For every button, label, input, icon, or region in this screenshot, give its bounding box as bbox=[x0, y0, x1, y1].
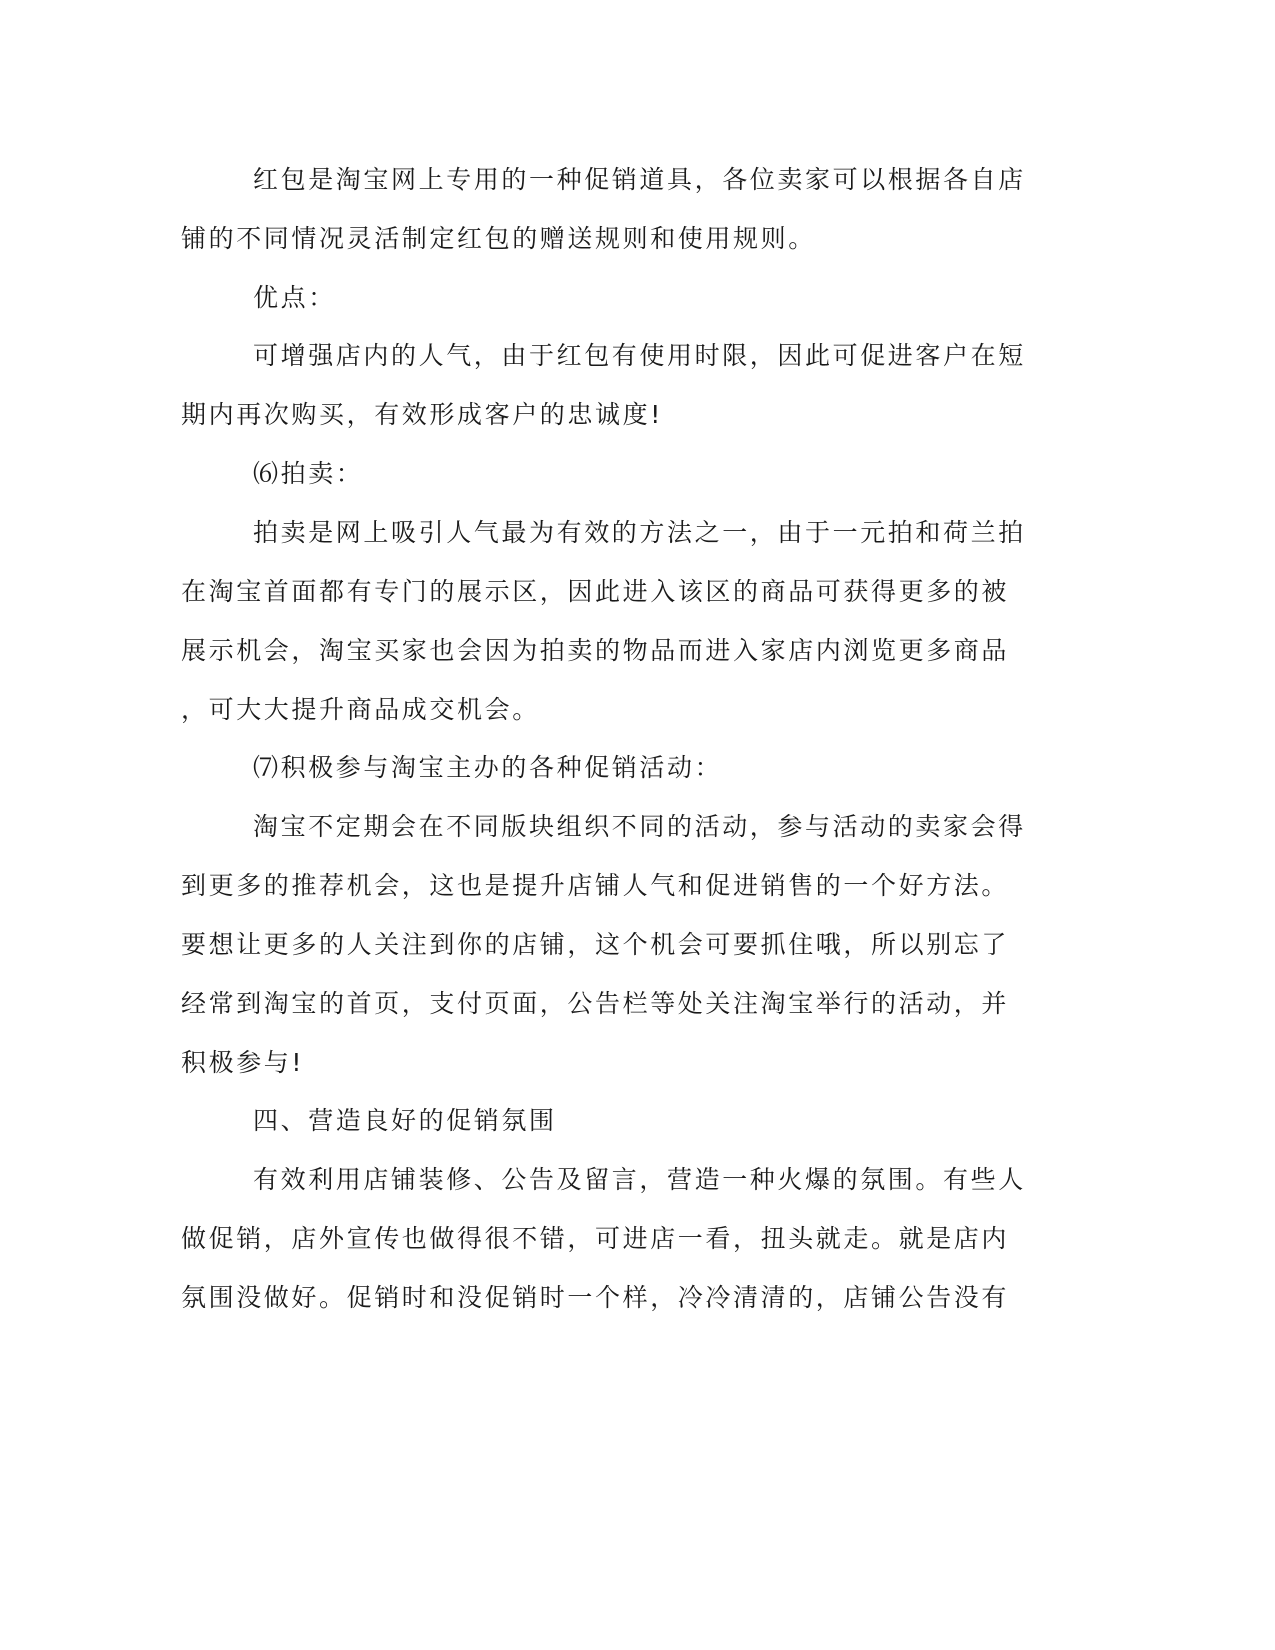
paragraph-line: 经常到淘宝的首页，支付页面，公告栏等处关注淘宝举行的活动，并 bbox=[181, 989, 1010, 1018]
paragraph-line: 在淘宝首面都有专门的展示区，因此进入该区的商品可获得更多的被 bbox=[181, 577, 1010, 606]
paragraph-line: ，可大大提升商品成交机会。 bbox=[181, 695, 540, 724]
paragraph-line: 到更多的推荐机会，这也是提升店铺人气和促进销售的一个好方法。 bbox=[181, 871, 1010, 900]
section-heading: ⑹拍卖： bbox=[253, 459, 364, 488]
paragraph-line: 可增强店内的人气，由于红包有使用时限，因此可促进客户在短 bbox=[253, 341, 1026, 370]
paragraph-line: 要想让更多的人关注到你的店铺，这个机会可要抓住哦，所以别忘了 bbox=[181, 930, 1010, 959]
paragraph-line: 氛围没做好。促销时和没促销时一个样，冷冷清清的，店铺公告没有 bbox=[181, 1283, 1010, 1312]
section-heading: ⑺积极参与淘宝主办的各种促销活动： bbox=[253, 753, 723, 782]
paragraph-line: 展示机会，淘宝买家也会因为拍卖的物品而进入家店内浏览更多商品 bbox=[181, 636, 1010, 665]
section-heading: 四、营造良好的促销氛围 bbox=[253, 1106, 557, 1135]
paragraph-line: 积极参与! bbox=[181, 1048, 305, 1077]
paragraph-line: 拍卖是网上吸引人气最为有效的方法之一，由于一元拍和荷兰拍 bbox=[253, 518, 1026, 547]
paragraph-line: 优点： bbox=[253, 283, 336, 312]
paragraph-line: 做促销，店外宣传也做得很不错，可进店一看，扭头就走。就是店内 bbox=[181, 1224, 1010, 1253]
paragraph-line: 有效利用店铺装修、公告及留言，营造一种火爆的氛围。有些人 bbox=[253, 1165, 1026, 1194]
paragraph-line: 淘宝不定期会在不同版块组织不同的活动，参与活动的卖家会得 bbox=[253, 812, 1026, 841]
paragraph-line: 铺的不同情况灵活制定红包的赠送规则和使用规则。 bbox=[181, 224, 816, 253]
paragraph-line: 期内再次购买，有效形成客户的忠诚度! bbox=[181, 400, 663, 429]
paragraph-line: 红包是淘宝网上专用的一种促销道具，各位卖家可以根据各自店 bbox=[253, 165, 1026, 194]
